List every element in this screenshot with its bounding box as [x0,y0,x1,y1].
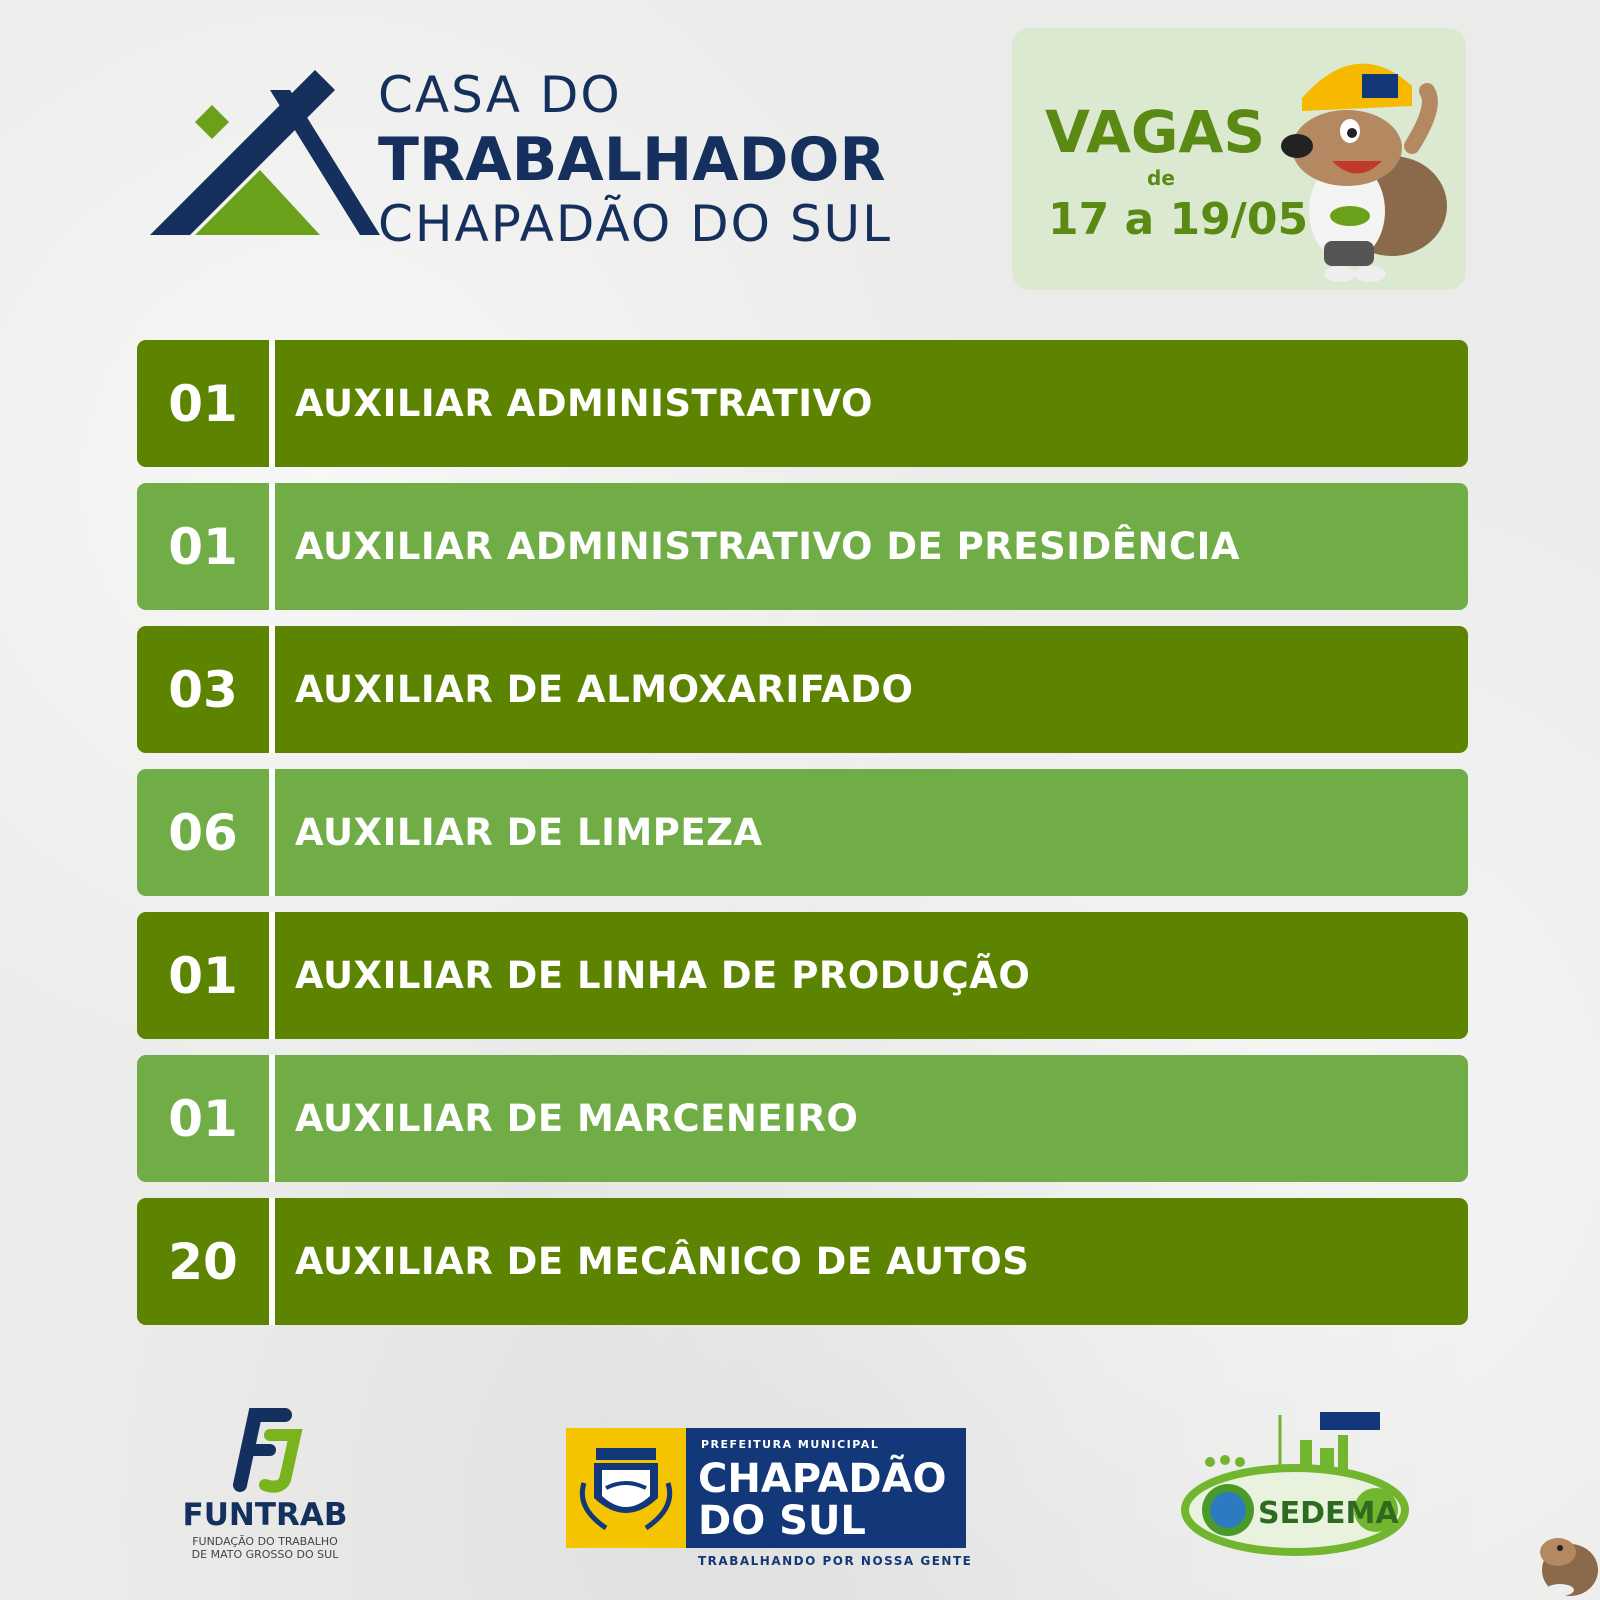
armadillo-mascot-icon [1262,36,1462,286]
casa-do-trabalhador-logo-icon [140,65,380,250]
job-title: AUXILIAR ADMINISTRATIVO DE PRESIDÊNCIA [295,525,1240,568]
funtrab-logo [165,1405,365,1560]
funtrab-subtitle-line1: FUNDAÇÃO DO TRABALHO [192,1535,338,1548]
title-line-3: CHAPADÃO DO SUL [378,195,893,253]
title-line-2: TRABALHADOR [378,125,886,195]
job-row [137,340,1468,467]
job-quantity: 01 [168,946,238,1005]
prefeitura-name-line2: DO SUL [698,1498,866,1544]
job-quantity: 01 [168,517,238,576]
job-quantity: 20 [168,1232,238,1291]
prefeitura-tagline: TRABALHANDO POR NOSSA GENTE [698,1554,973,1568]
sedema-logo [1180,1410,1420,1560]
funtrab-mark-icon [165,1405,365,1495]
funtrab-subtitle [165,1535,365,1561]
sedema-name: SEDEMA [1258,1496,1399,1531]
job-title: AUXILIAR DE LINHA DE PRODUÇÃO [295,954,1031,997]
job-row [137,626,1468,753]
job-title: AUXILIAR ADMINISTRATIVO [295,382,873,425]
funtrab-subtitle-line2: DE MATO GROSSO DO SUL [191,1548,339,1561]
job-quantity: 01 [168,1089,238,1148]
job-title: AUXILIAR DE LIMPEZA [295,811,763,854]
job-list [137,340,1468,1341]
prefeitura-small-label: PREFEITURA MUNICIPAL [701,1438,880,1451]
job-row [137,912,1468,1039]
funtrab-name: FUNTRAB [182,1497,348,1533]
prefeitura-crest-panel [566,1428,686,1548]
job-row [137,483,1468,610]
prefeitura-name-line1: CHAPADÃO [698,1456,947,1502]
prefeitura-logo [566,1428,973,1568]
job-quantity: 01 [168,374,238,433]
job-quantity: 03 [168,660,238,719]
municipal-crest-icon [566,1428,686,1548]
job-quantity: 06 [168,803,238,862]
job-title: AUXILIAR DE ALMOXARIFADO [295,668,914,711]
job-title: AUXILIAR DE MARCENEIRO [295,1097,859,1140]
vagas-title: VAGAS [1045,98,1266,166]
job-row [137,769,1468,896]
job-title: AUXILIAR DE MECÂNICO DE AUTOS [295,1240,1030,1283]
job-row [137,1198,1468,1325]
vagas-de: de [1147,166,1175,190]
armadillo-corner-icon [1530,1520,1600,1600]
vagas-date-range: 17 a 19/05 [1048,194,1309,245]
job-row [137,1055,1468,1182]
title-line-1: CASA DO [378,66,622,124]
sedema-emblem-icon [1180,1410,1420,1560]
